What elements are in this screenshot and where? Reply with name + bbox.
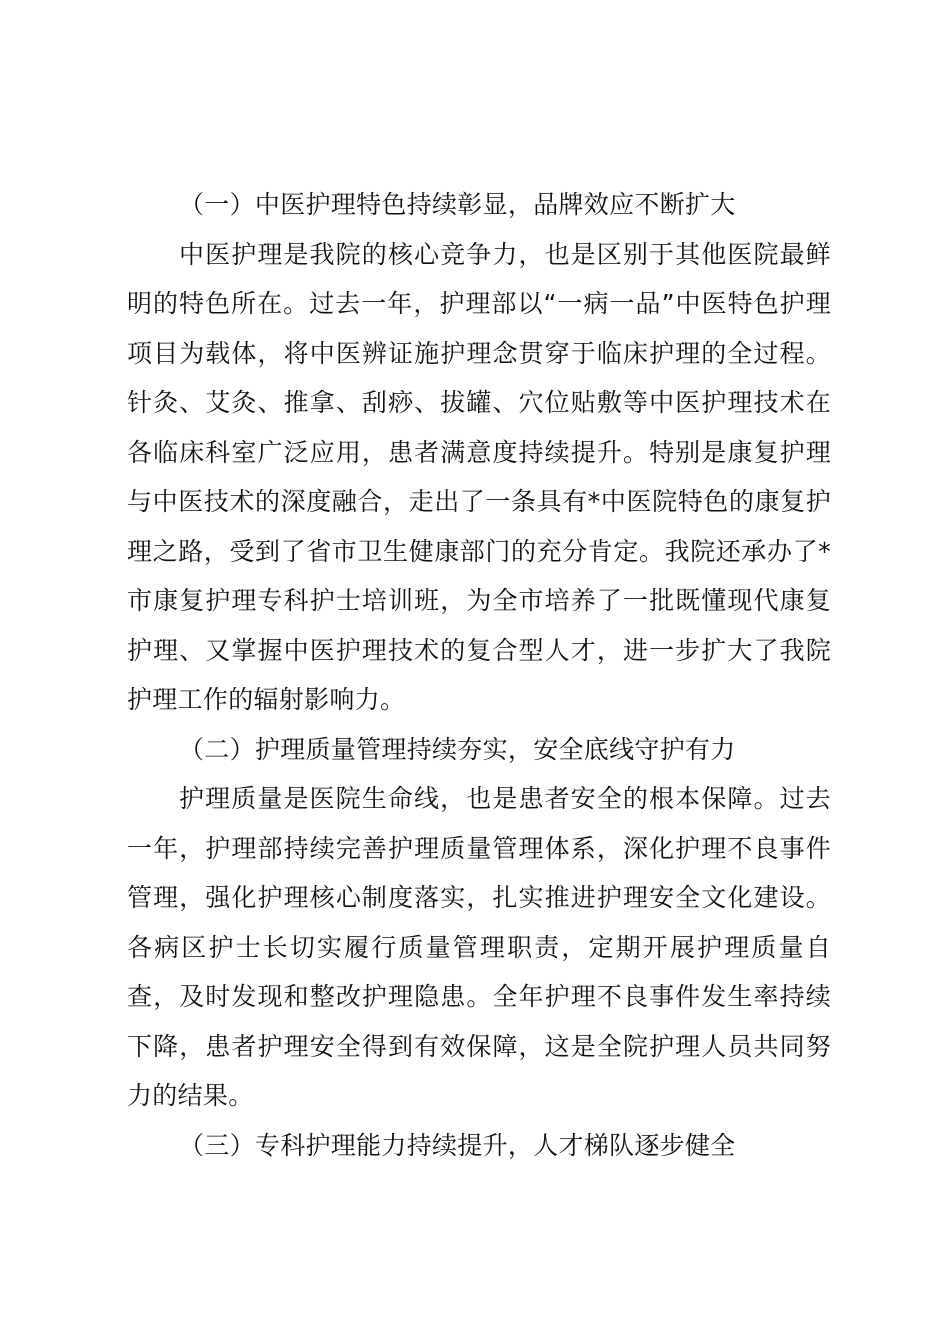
section-heading-2: （二）护理质量管理持续夯实，安全底线守护有力 bbox=[179, 734, 736, 764]
section-heading-1: （一）中医护理特色持续彰显，品牌效应不断扩大 bbox=[179, 190, 736, 219]
document-body bbox=[127, 180, 831, 1170]
paragraph-1: 中医护理是我院的核心竞争力，也是区别于其他医院最鲜明的特色所在。过去一年，护理部以“一病一品”中医特色护理项目为载体，将中医辨证施护理念贯穿于临床护理的全过程。针灸、艾灸、推拿、刮痧、拔罐、穴位贴敷等中医护理技术在各临床科室广泛应用，患者满意度持续提升。特别是康复护理与中医技术的深度融合，走出了一条具有*中医院特色的康复护理之路，受到了省市卫生健康部门的充分肯定。我院还承办了*市康复护理专科护士培训班，为全市培养了一批既懂现代康复护理、又掌握中医护理技术的复合型人才，进一步扩大了我院护理工作的辐射影响力。 bbox=[127, 239, 831, 714]
paragraph-2: 护理质量是医院生命线，也是患者安全的根本保障。过去一年，护理部持续完善护理质量管理体系，深化护理不良事件管理，强化护理核心制度落实，扎实推进护理安全文化建设。各病区护士长切实履行质量管理职责，定期开展护理质量自查，及时发现和整改护理隐患。全年护理不良事件发生率持续下降，患者护理安全得到有效保障，这是全院护理人员共同努力的结果。 bbox=[127, 784, 831, 1110]
section-heading-3: （三）专科护理能力持续提升，人才梯队逐步健全 bbox=[179, 1130, 736, 1160]
